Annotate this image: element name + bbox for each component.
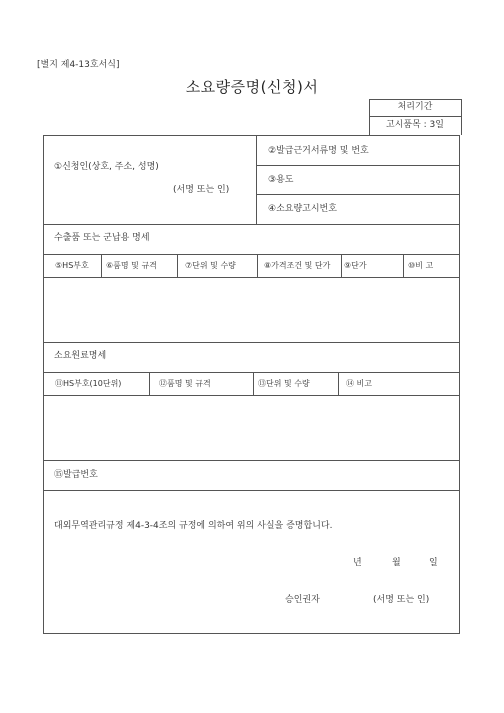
materials-col-name-spec: ⑫품명 및 규격 [159, 379, 211, 388]
export-col-sep-4 [341, 254, 342, 277]
notice-number-field[interactable]: ④소요량고시번호 [268, 204, 337, 214]
materials-col-sep-3 [338, 372, 339, 395]
materials-col-sep-1 [149, 372, 150, 395]
applicant-signature-note: (서명 또는 인) [173, 185, 230, 195]
export-col-unit-price: ⑨단가 [344, 261, 367, 270]
export-section-bottom [43, 342, 460, 343]
basis-document-field[interactable]: ②발급근거서류명 및 번호 [268, 146, 369, 156]
materials-section-bottom [43, 460, 460, 461]
materials-col-sep-2 [253, 372, 254, 395]
export-col-sep-2 [177, 254, 178, 277]
export-col-sep-5 [403, 254, 404, 277]
export-col-name-spec: ⑥품명 및 규격 [106, 261, 157, 270]
export-col-hs-code: ⑤HS부호 [55, 261, 89, 270]
export-col-price-terms: ⑧가격조건 및 단가 [264, 261, 331, 270]
export-header-top [43, 254, 460, 255]
right-field-line-1 [256, 165, 460, 166]
date-day[interactable]: 일 [429, 558, 438, 568]
date-month[interactable]: 월 [392, 558, 401, 568]
processing-label: 처리기간 [397, 102, 433, 112]
purpose-field[interactable]: ③용도 [268, 175, 294, 185]
processing-box-mid [369, 116, 461, 117]
right-field-line-2 [256, 194, 460, 195]
export-section-title: 수출품 또는 군납용 명세 [54, 233, 150, 243]
approver-label: 승인권자 [285, 595, 320, 605]
approver-signature[interactable]: (서명 또는 인) [373, 595, 430, 605]
materials-col-remarks: ⑭ 비고 [346, 379, 372, 388]
materials-section-title: 소요원료명세 [54, 351, 107, 361]
export-col-sep-1 [101, 254, 102, 277]
applicant-bottom-line [43, 224, 460, 225]
materials-col-unit-qty: ⑬단위 및 수량 [258, 379, 310, 388]
applicant-divider [256, 135, 257, 224]
export-items-body[interactable] [44, 278, 459, 342]
materials-body[interactable] [44, 396, 459, 460]
issue-number-field[interactable]: ⑮발급번호 [54, 470, 98, 480]
issue-number-bottom [43, 490, 460, 491]
form-reference: [별지 제4-13호서식] [37, 60, 120, 70]
processing-value: 고시품목 : 3일 [386, 120, 444, 130]
certification-statement: 대외무역관리규정 제4-3-4조의 규정에 의하여 위의 사실을 증명합니다. [54, 521, 333, 531]
export-col-sep-3 [257, 254, 258, 277]
date-year[interactable]: 년 [353, 558, 362, 568]
applicant-field[interactable]: ①신청인(상호, 주소, 성명) [54, 162, 159, 172]
export-col-unit-qty: ⑦단위 및 수량 [185, 261, 236, 270]
materials-col-hs-code: ⑪HS부호(10단위) [55, 379, 122, 388]
processing-box-right [461, 99, 462, 135]
processing-box-top [369, 99, 461, 100]
form-title: 소요량증명(신청)서 [185, 78, 319, 96]
materials-header-top [43, 372, 460, 373]
export-col-remarks: ⑩비 고 [408, 261, 434, 270]
